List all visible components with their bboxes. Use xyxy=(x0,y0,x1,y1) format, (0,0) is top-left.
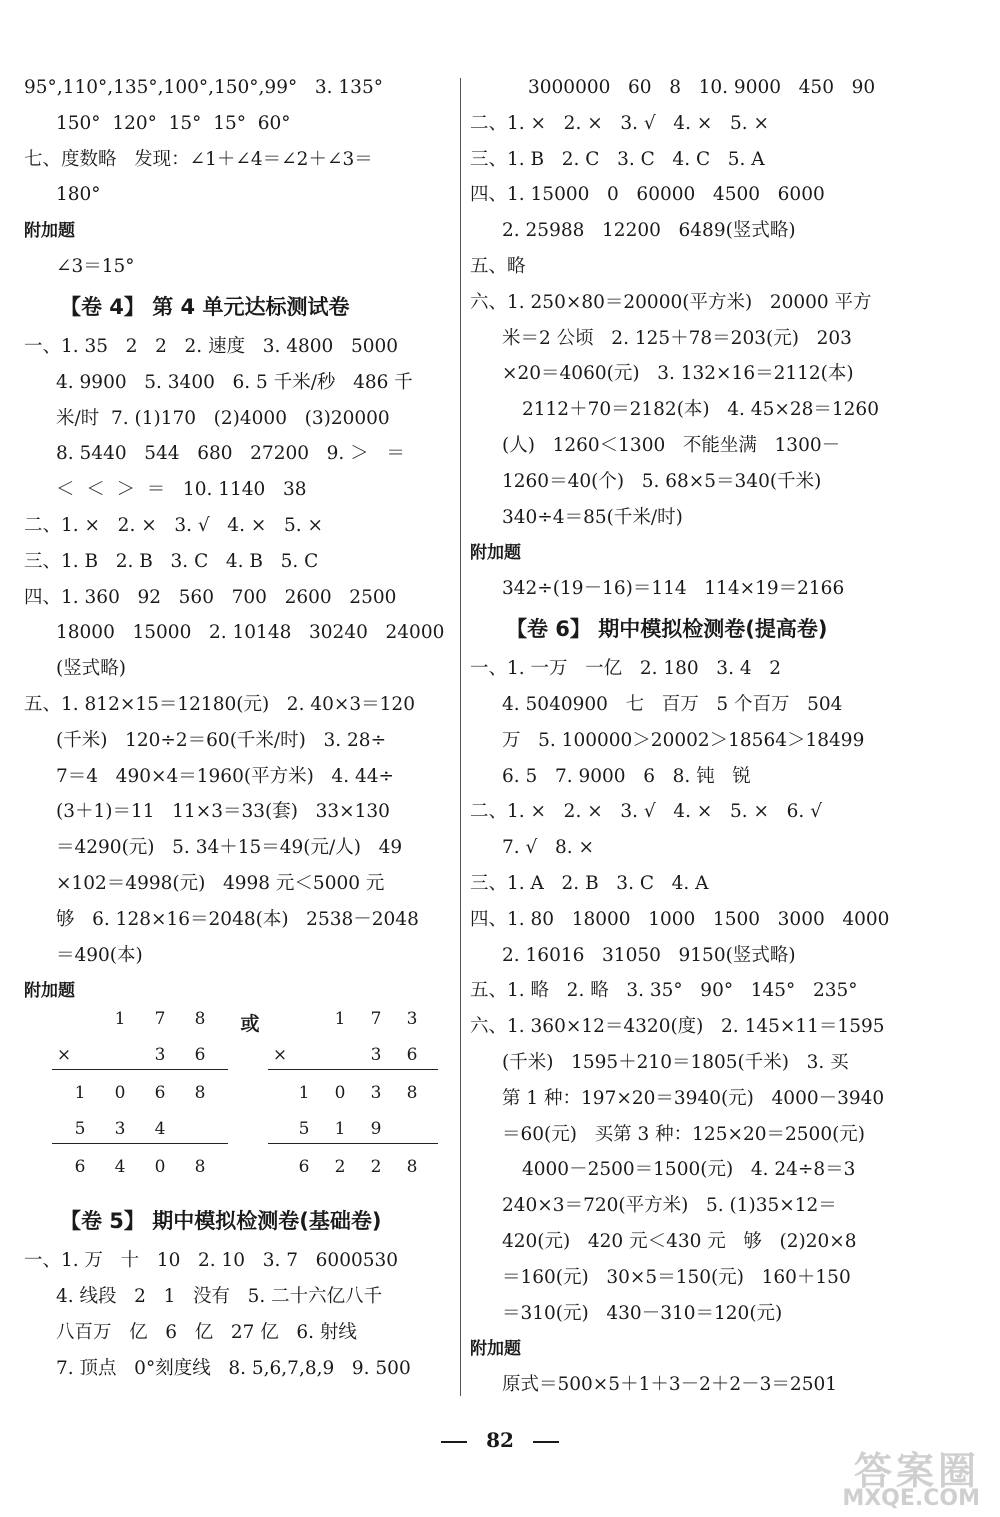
section-title-juan5: 【卷 5】 期中模拟检测卷(基础卷) xyxy=(60,1209,382,1234)
watermark-logo xyxy=(780,1440,980,1510)
digit: 6 xyxy=(298,1157,310,1178)
answer-line: 万 5. 100000＞20002＞18564＞18499 xyxy=(502,729,865,751)
extra-question-heading: 附加题 xyxy=(470,543,521,564)
page-number: 82 xyxy=(486,1428,514,1452)
answer-line: 五、1. 812×15＝12180(元) 2. 40×3＝120 xyxy=(24,693,415,715)
answer-line: 米/时 7. (1)170 (2)4000 (3)20000 xyxy=(56,407,390,429)
answer-line: ＝4290(元) 5. 34＋15＝49(元/人) 49 xyxy=(56,837,403,859)
multiply-sign: × xyxy=(272,1045,288,1066)
answer-line: ＝60(元) 买第 3 种：125×20＝2500(元) xyxy=(502,1123,866,1145)
answer-line: 三、1. B 2. C 3. C 4. C 5. A xyxy=(470,148,765,170)
answer-line: 7. √ 8. × xyxy=(502,837,594,859)
answer-line: ＝160(元) 30×5＝150(元) 160＋150 xyxy=(502,1266,851,1288)
digit: 1 xyxy=(114,1009,126,1030)
answer-line: 五、略 xyxy=(470,255,526,277)
answer-line: 二、1. × 2. × 3. √ 4. × 5. × xyxy=(24,514,324,536)
answer-line: 够 6. 128×16＝2048(本) 2538－2048 xyxy=(56,908,419,930)
answer-line: 第 1 种：197×20＝3940(元) 4000－3940 xyxy=(502,1087,885,1109)
answer-line: ＜ ＜ ＞ ＝ 10. 1140 38 xyxy=(56,479,307,501)
extra-question-heading: 附加题 xyxy=(470,1339,521,1360)
answer-line: 二、1. × 2. × 3. √ 4. × 5. × xyxy=(470,112,770,134)
digit: 3 xyxy=(370,1083,382,1104)
answer-line: 一、1. 一万 一亿 2. 180 3. 4 2 xyxy=(470,658,782,680)
answer-line: 18000 15000 2. 10148 30240 24000 xyxy=(56,622,445,644)
digit: 2 xyxy=(334,1157,346,1178)
answer-line: 2112＋70＝2182(本) 4. 45×28＝1260 xyxy=(522,399,879,421)
answer-line: 95°,110°,135°,100°,150°,99° 3. 135° xyxy=(24,77,383,98)
digit: 7 xyxy=(370,1009,382,1030)
answer-line: 四、1. 15000 0 60000 4500 6000 xyxy=(470,184,825,206)
digit: 2 xyxy=(370,1157,382,1178)
answer-line: 420(元) 420 元＜430 元 够 (2)20×8 xyxy=(502,1230,857,1252)
answer-line: 一、1. 35 2 2 2. 速度 3. 4800 5000 xyxy=(24,335,399,357)
answer-line: (千米) 120÷2＝60(千米/时) 3. 28÷ xyxy=(56,729,387,751)
digit: 0 xyxy=(154,1157,166,1178)
answer-line: ∠3＝15° xyxy=(56,256,135,278)
rule-line xyxy=(52,1143,228,1144)
answer-line: 五、1. 略 2. 略 3. 35° 90° 145° 235° xyxy=(470,980,858,1002)
multiply-sign: × xyxy=(56,1045,72,1066)
answer-line: 150° 120° 15° 15° 60° xyxy=(56,112,291,134)
digit: 8 xyxy=(194,1083,206,1104)
digit: 6 xyxy=(74,1157,86,1178)
answer-line: ＝490(本) xyxy=(56,944,143,966)
answer-line: 4. 5040900 七 百万 5 个百万 504 xyxy=(502,693,843,715)
answer-line: (3＋1)＝11 11×3＝33(套) 33×130 xyxy=(56,801,390,823)
answer-line: 原式＝500×5＋1＋3－2＋2－3＝2501 xyxy=(502,1374,838,1396)
answer-line: (人) 1260＜1300 不能坐满 1300－ xyxy=(502,434,841,456)
digit: 5 xyxy=(298,1119,310,1140)
answer-line: 六、1. 250×80＝20000(平方米) 20000 平方 xyxy=(470,291,872,313)
answer-line: 4000－2500＝1500(元) 4. 24÷8＝3 xyxy=(522,1159,856,1181)
digit: 6 xyxy=(194,1045,206,1066)
section-title-juan6: 【卷 6】 期中模拟检测卷(提高卷) xyxy=(506,617,828,642)
answer-line: ×20＝4060(元) 3. 132×16＝2112(本) xyxy=(502,363,854,385)
extra-question-heading: 附加题 xyxy=(24,221,75,242)
answer-line: 七、度数略 发现：∠1＋∠4＝∠2＋∠3＝ xyxy=(24,148,373,170)
digit: 3 xyxy=(114,1119,126,1140)
answer-line: 340÷4＝85(千米/时) xyxy=(502,506,683,528)
answer-line: 四、1. 80 18000 1000 1500 3000 4000 xyxy=(470,908,890,930)
footer-dash xyxy=(441,1441,467,1443)
rule-line xyxy=(52,1069,228,1070)
right-column xyxy=(470,70,970,1403)
digit: 8 xyxy=(406,1157,418,1178)
vertical-multiplication xyxy=(24,1009,456,1199)
answer-line: 三、1. B 2. B 3. C 4. B 5. C xyxy=(24,550,319,572)
digit: 1 xyxy=(298,1083,310,1104)
answer-line: 342÷(19－16)＝114 114×19＝2166 xyxy=(502,578,845,600)
digit: 6 xyxy=(406,1045,418,1066)
answer-line: 2. 16016 31050 9150(竖式略) xyxy=(502,944,796,966)
answer-line: 4. 9900 5. 3400 6. 5 千米/秒 486 千 xyxy=(56,371,413,393)
digit: 5 xyxy=(74,1119,86,1140)
answer-line: 八百万 亿 6 亿 27 亿 6. 射线 xyxy=(56,1321,357,1343)
answer-line: 一、1. 万 十 10 2. 10 3. 7 6000530 xyxy=(24,1250,399,1272)
answer-line: 8. 5440 544 680 27200 9. ＞ ＝ xyxy=(56,443,405,465)
or-label: 或 xyxy=(240,1013,260,1036)
column-divider xyxy=(460,78,461,1396)
digit: 0 xyxy=(334,1083,346,1104)
answer-line: 180° xyxy=(56,184,101,206)
digit: 3 xyxy=(406,1009,418,1030)
digit: 3 xyxy=(154,1045,166,1066)
answer-line: 7＝4 490×4＝1960(平方米) 4. 44÷ xyxy=(56,765,394,787)
watermark-url: MXQE.COM xyxy=(842,1486,980,1511)
digit: 6 xyxy=(154,1083,166,1104)
digit: 0 xyxy=(114,1083,126,1104)
rule-line xyxy=(268,1069,438,1070)
answer-line: (千米) 1595＋210＝1805(千米) 3. 买 xyxy=(502,1051,849,1073)
digit: 1 xyxy=(334,1009,346,1030)
answer-line: 2. 25988 12200 6489(竖式略) xyxy=(502,220,796,242)
answer-line: 1260＝40(个) 5. 68×5＝340(千米) xyxy=(502,470,822,492)
digit: 1 xyxy=(74,1083,86,1104)
answer-line: 240×3＝720(平方米) 5. (1)35×12＝ xyxy=(502,1195,837,1217)
answer-line: 六、1. 360×12＝4320(度) 2. 145×11＝1595 xyxy=(470,1016,885,1038)
section-title-juan4: 【卷 4】 第 4 单元达标测试卷 xyxy=(60,294,350,319)
answer-line: 米＝2 公顷 2. 125＋78＝203(元) 203 xyxy=(502,327,852,349)
digit: 7 xyxy=(154,1009,166,1030)
digit: 9 xyxy=(370,1119,382,1140)
left-column xyxy=(24,70,456,1387)
answer-line: (竖式略) xyxy=(56,658,126,680)
answer-line: 6. 5 7. 9000 6 8. 钝 锐 xyxy=(502,765,751,787)
answer-line: 三、1. A 2. B 3. C 4. A xyxy=(470,872,709,894)
answer-line: 二、1. × 2. × 3. √ 4. × 5. × 6. √ xyxy=(470,801,822,823)
answer-line: 7. 顶点 0°刻度线 8. 5,6,7,8,9 9. 500 xyxy=(56,1357,411,1379)
answer-line: ＝310(元) 430－310＝120(元) xyxy=(502,1302,783,1324)
digit: 3 xyxy=(370,1045,382,1066)
answer-line: 四、1. 360 92 560 700 2600 2500 xyxy=(24,586,397,608)
digit: 8 xyxy=(194,1009,206,1030)
answer-line: ×102＝4998(元) 4998 元＜5000 元 xyxy=(56,872,385,894)
answer-line: 4. 线段 2 1 没有 5. 二十六亿八千 xyxy=(56,1286,383,1308)
digit: 8 xyxy=(406,1083,418,1104)
watermark-text: 答案圈 xyxy=(853,1449,980,1493)
digit: 4 xyxy=(154,1119,166,1140)
digit: 8 xyxy=(194,1157,206,1178)
rule-line xyxy=(268,1143,438,1144)
digit: 4 xyxy=(114,1157,126,1178)
footer-dash xyxy=(533,1441,559,1443)
extra-question-heading: 附加题 xyxy=(24,981,75,1002)
answer-line: 3000000 60 8 10. 9000 450 90 xyxy=(528,77,876,98)
digit: 1 xyxy=(334,1119,346,1140)
